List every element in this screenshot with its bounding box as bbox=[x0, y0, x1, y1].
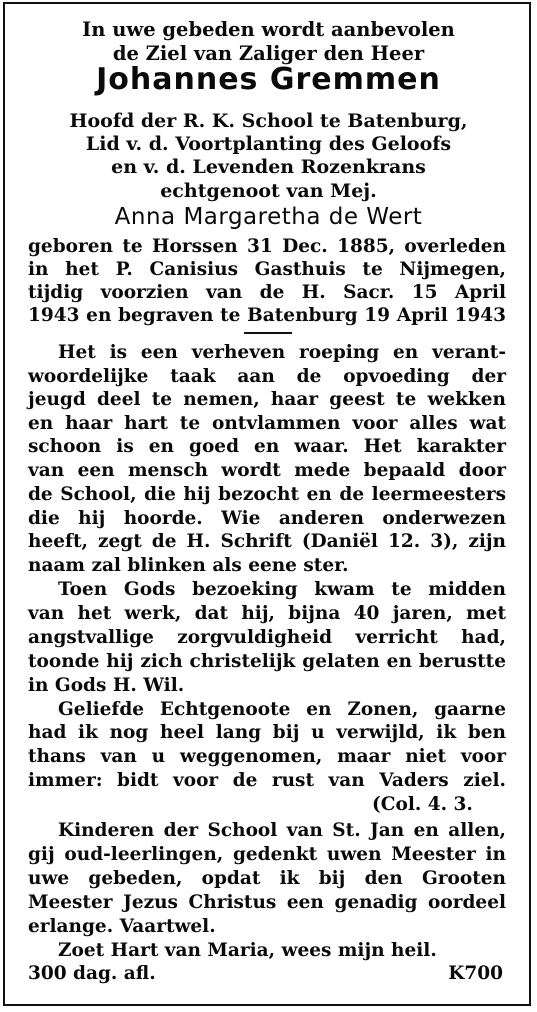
para4-line-1: Kinderen der School van St. Jan en allen, bbox=[58, 820, 506, 841]
para1-line-4: en haar hart te ontvlammen voor alles wat bbox=[28, 413, 506, 434]
para1-line-7: de School, die hij bezocht en de leermeesters bbox=[28, 484, 506, 505]
title-line-4: echtgenoot van Mej. bbox=[160, 180, 377, 202]
para3-line-2: had ik nog heel lang bij u verwijld, ik ben bbox=[28, 722, 506, 743]
para3-line-4: immer: bidt voor de rust van Vaders ziel. bbox=[28, 770, 506, 791]
para2-line-4: toonde hij zich christelijk gelaten en berustte bbox=[28, 651, 506, 672]
para1-line-3: jeugd deel te nemen, haar geest te wekken bbox=[28, 389, 506, 410]
title-line-1: Hoofd der R. K. School te Batenburg, bbox=[69, 110, 468, 132]
spouse-name: Anna Margaretha de Wert bbox=[114, 204, 423, 230]
para1-line-9: heeft, zegt de H. Schrift (Daniël 12. 3), zijn bbox=[28, 531, 506, 552]
para1-line-10: naam zal blinken als eene ster. bbox=[28, 555, 349, 576]
separator-rule bbox=[244, 332, 292, 334]
print-code: K700 bbox=[448, 963, 503, 984]
intro-line-2: de Ziel van Zaliger den Heer bbox=[112, 42, 425, 65]
para3-line-3: thans van u weggenomen, maar niet voor bbox=[28, 746, 506, 767]
title-line-3: en v. d. Levenden Rozenkrans bbox=[111, 156, 426, 178]
dates-line-4: 1943 en begraven te Batenburg 19 April 1943 bbox=[28, 305, 506, 326]
dates-line-2: in het P. Canisius Gasthuis te Nijmegen, bbox=[28, 259, 506, 280]
intro-line-1: In uwe gebeden wordt aanbevolen bbox=[82, 18, 455, 41]
closing-prayer: Zoet Hart van Maria, wees mijn heil. bbox=[58, 940, 437, 961]
para2-line-2: van het werk, dat hij, bijna 40 jaren, met bbox=[28, 603, 506, 624]
para1-line-6: van een mensch wordt mede bepaald door bbox=[28, 460, 506, 481]
para1-line-2: woordelijke taak aan de opvoeding der bbox=[28, 366, 506, 387]
deceased-name: Johannes Gremmen bbox=[96, 62, 441, 97]
para4-line-4: Meester Jezus Christus een genadig oordeel bbox=[28, 892, 506, 913]
dates-line-1: geboren te Horssen 31 Dec. 1885, overleden bbox=[28, 236, 506, 257]
para1-line-1: Het is een verheven roeping en verant- bbox=[58, 342, 506, 363]
para3-line-1: Geliefde Echtgenoote en Zonen, gaarne bbox=[58, 699, 506, 720]
para1-line-8: die hij hoorde. Wie anderen onderwezen bbox=[28, 508, 506, 529]
para4-line-2: gij oud-leerlingen, gedenkt uwen Meester in bbox=[28, 844, 506, 865]
para2-line-1: Toen Gods bezoeking kwam te midden bbox=[58, 579, 506, 600]
para2-line-3: angstvallige zorgvuldigheid verricht had, bbox=[28, 627, 506, 648]
para4-line-3: uwe gebeden, opdat ik bij den Grooten bbox=[28, 868, 506, 889]
indulgence-note: 300 dag. afl. bbox=[28, 963, 156, 984]
bible-citation: (Col. 4. 3. bbox=[372, 794, 473, 815]
para1-line-5: schoon is en goed en waar. Het karakter bbox=[28, 436, 506, 457]
dates-line-3: tijdig voorzien van de H. Sacr. 15 April bbox=[28, 282, 506, 303]
para2-line-5: in Gods H. Wil. bbox=[28, 675, 185, 696]
para4-line-5: erlange. Vaartwel. bbox=[28, 916, 216, 937]
title-line-2: Lid v. d. Voortplanting des Geloofs bbox=[85, 133, 452, 155]
